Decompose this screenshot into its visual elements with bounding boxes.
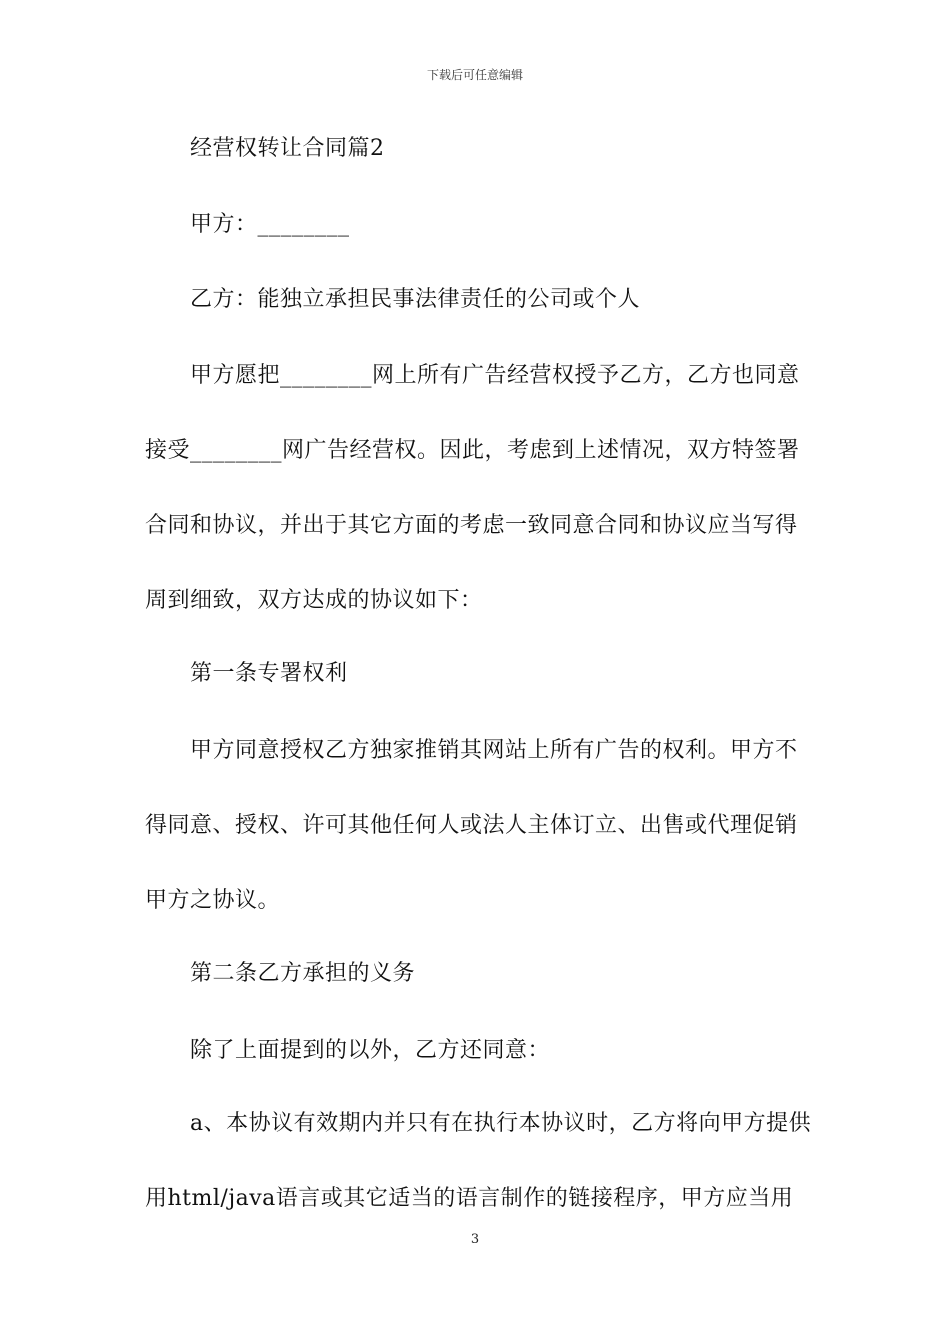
paragraph-line: 接受________网广告经营权。因此，考虑到上述情况，双方特签署 [145, 438, 800, 463]
paragraph-line: 合同和协议，并出于其它方面的考虑一致同意合同和协议应当写得 [145, 513, 798, 538]
paragraph-line: 除了上面提到的以外，乙方还同意： [190, 1038, 551, 1063]
paragraph-line: 周到细致，双方达成的协议如下： [145, 588, 483, 613]
page-number: 3 [470, 1232, 480, 1247]
article-heading: 第二条乙方承担的义务 [190, 961, 416, 986]
article-heading: 第一条专署权利 [190, 661, 348, 686]
contract-title: 经营权转让合同篇2 [190, 136, 385, 161]
page-header: 下载后可任意编辑 [426, 68, 523, 82]
party-b-line: 乙方：能独立承担民事法律责任的公司或个人 [190, 287, 641, 312]
paragraph-line: a、本协议有效期内并只有在执行本协议时，乙方将向甲方提供 [190, 1111, 812, 1136]
party-a-line: 甲方：________ [190, 212, 350, 237]
paragraph-line: 甲方愿把________网上所有广告经营权授予乙方，乙方也同意 [190, 363, 800, 388]
paragraph-line: 甲方同意授权乙方独家推销其网站上所有广告的权利。甲方不 [190, 738, 798, 763]
paragraph-line: 用html/java语言或其它适当的语言制作的链接程序，甲方应当用 [145, 1186, 794, 1211]
paragraph-line: 得同意、授权、许可其他任何人或法人主体订立、出售或代理促销 [145, 813, 798, 838]
paragraph-line: 甲方之协议。 [145, 888, 281, 913]
